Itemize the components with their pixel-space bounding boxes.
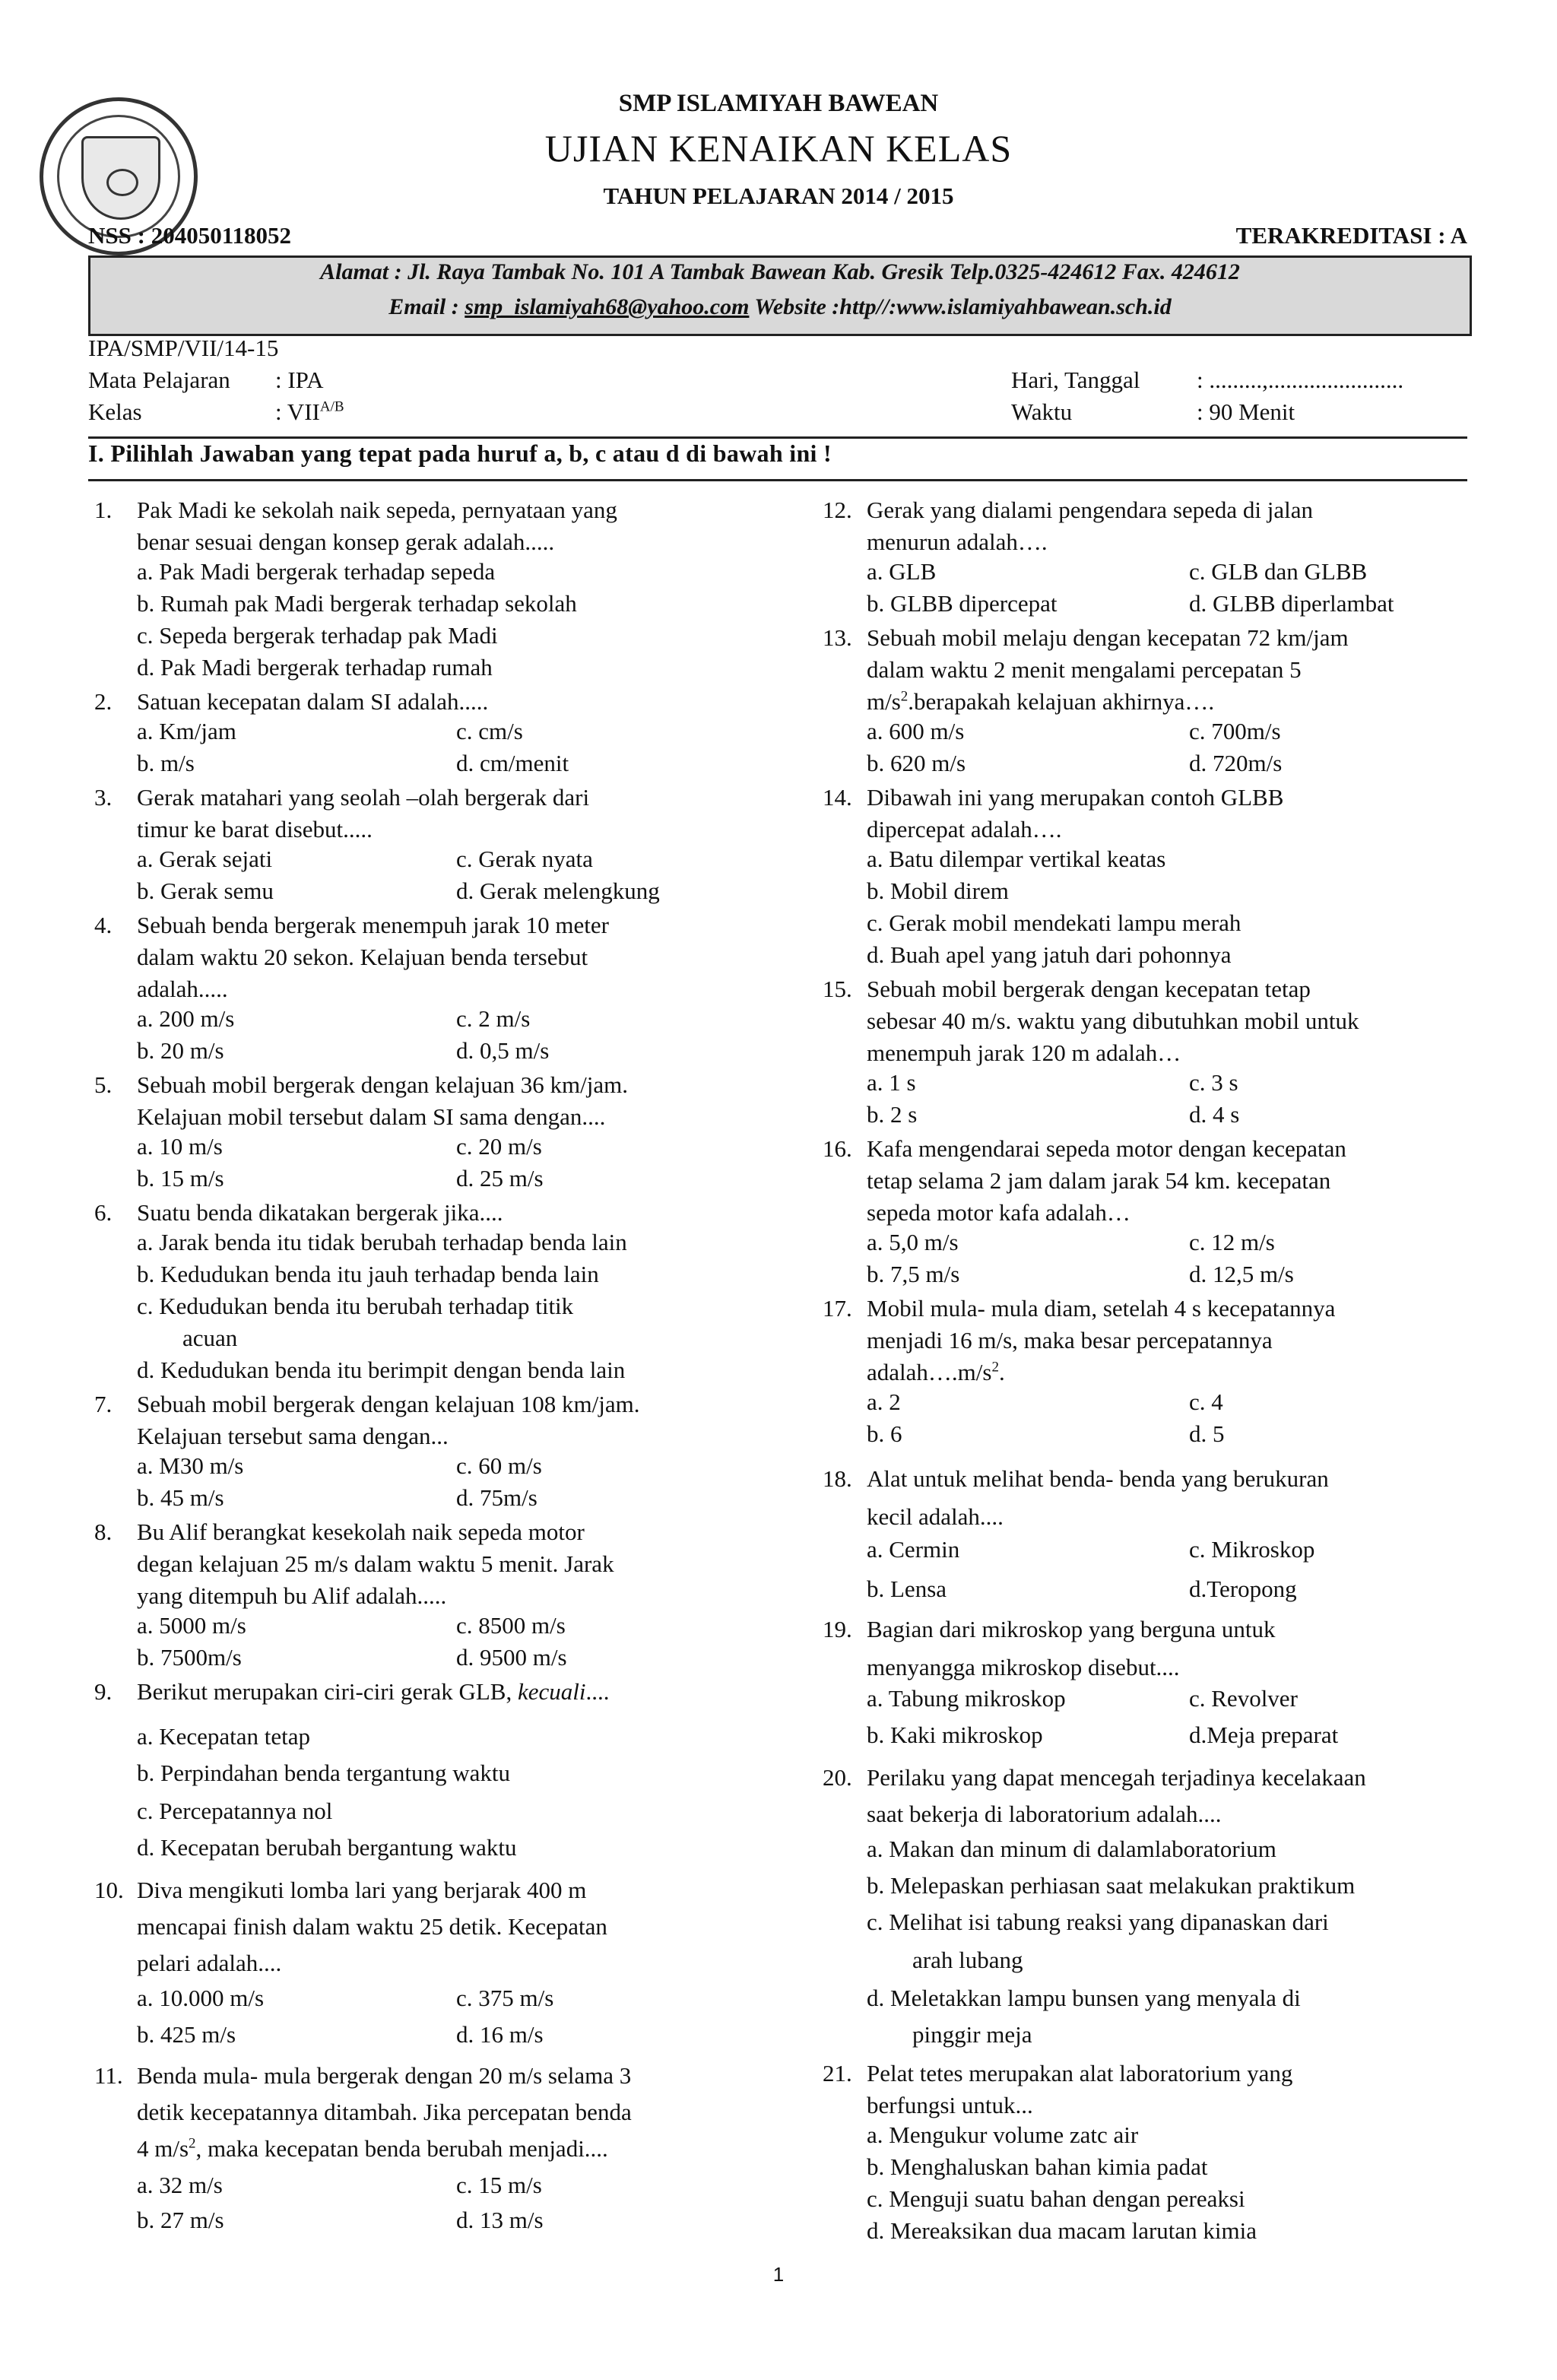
option-d[interactable]: d. 75m/s: [456, 1484, 537, 1511]
option-d[interactable]: d. Kecepatan berubah bergantung waktu: [137, 1834, 517, 1861]
option-b[interactable]: b. Perpindahan benda tergantung waktu: [137, 1760, 510, 1786]
option-a[interactable]: a. Cermin: [867, 1536, 960, 1563]
question-text: Bu Alif berangkat kesekolah naik sepeda motor: [137, 1518, 585, 1545]
option-d[interactable]: d. GLBB diperlambat: [1189, 590, 1394, 617]
option-c[interactable]: c. Melihat isi tabung reaksi yang dipanaskan dari: [867, 1909, 1329, 1935]
option-b[interactable]: b. 27 m/s: [137, 2207, 224, 2233]
question-text: menyangga mikroskop disebut....: [867, 1654, 1180, 1680]
question-number: 2.: [94, 688, 113, 715]
question-text: Sebuah mobil bergerak dengan kelajuan 36 km/jam.: [137, 1071, 628, 1098]
question-text: tetap selama 2 jam dalam jarak 54 km. kecepatan: [867, 1167, 1331, 1194]
question-text: sebesar 40 m/s. waktu yang dibutuhkan mobil untuk: [867, 1008, 1359, 1034]
option-c[interactable]: c. 700m/s: [1189, 718, 1281, 744]
question-text: pelari adalah....: [137, 1950, 282, 1976]
class-superscript: A/B: [319, 398, 344, 415]
email-link[interactable]: smp_islamiyah68@yahoo.com: [465, 294, 750, 319]
option-a[interactable]: a. Pak Madi bergerak terhadap sepeda: [137, 558, 496, 585]
question-number: 1.: [94, 497, 113, 523]
option-c[interactable]: c. Revolver: [1189, 1685, 1298, 1712]
option-a[interactable]: a. Tabung mikroskop: [867, 1685, 1066, 1712]
option-d[interactable]: d. Pak Madi bergerak terhadap rumah: [137, 654, 493, 681]
option-b[interactable]: b. Kedudukan benda itu jauh terhadap benda lain: [137, 1261, 599, 1287]
address-line: Alamat : Jl. Raya Tambak No. 101 A Tambak Bawean Kab. Gresik Telp.0325-424612 Fax. 424612: [320, 259, 1240, 284]
option-b[interactable]: b. 20 m/s: [137, 1037, 224, 1064]
website-text: Website :http//:www.islamiyahbawean.sch.id: [749, 294, 1172, 319]
option-c[interactable]: c. 12 m/s: [1189, 1229, 1275, 1255]
question-text: Kafa mengendarai sepeda motor dengan kecepatan: [867, 1135, 1346, 1162]
question-text-part: adalah….m/s: [867, 1359, 992, 1385]
question-text: Mobil mula- mula diam, setelah 4 s kecepatannya: [867, 1295, 1336, 1322]
question-text: sepeda motor kafa adalah…: [867, 1199, 1130, 1226]
question-text: benar sesuai dengan konsep gerak adalah.....: [137, 528, 555, 555]
question-text: [137, 2131, 608, 2167]
option-d[interactable]: d. Kedudukan benda itu berimpit dengan benda lain: [137, 1357, 626, 1383]
option-c[interactable]: c. 15 m/s: [456, 2172, 542, 2198]
superscript: 2: [900, 688, 909, 705]
question-text-part: , maka kecepatan benda berubah menjadi....: [195, 2135, 608, 2162]
question-text: Dibawah ini yang merupakan contoh GLBB: [867, 784, 1284, 811]
question-text: saat bekerja di laboratorium adalah....: [867, 1801, 1222, 1827]
question-text: Diva mengikuti lomba lari yang berjarak 400 m: [137, 1877, 587, 1903]
question-text: Bagian dari mikroskop yang berguna untuk: [867, 1616, 1276, 1642]
question-number: 18.: [823, 1465, 852, 1492]
nss-number: NSS : 204050118052: [88, 222, 291, 249]
day-label: Hari, Tanggal: [1011, 367, 1140, 393]
option-c[interactable]: c. Percepatannya nol: [137, 1798, 333, 1824]
option-b[interactable]: b. 15 m/s: [137, 1165, 224, 1192]
question-text: menjadi 16 m/s, maka besar percepatannya: [867, 1327, 1273, 1353]
question-number: 20.: [823, 1764, 852, 1791]
question-text: Sebuah mobil bergerak dengan kelajuan 108 km/jam.: [137, 1391, 640, 1417]
question-text: timur ke barat disebut.....: [137, 816, 373, 843]
question-text: Sebuah mobil melaju dengan kecepatan 72 km/jam: [867, 624, 1349, 651]
question-text: Kelajuan tersebut sama dengan...: [137, 1423, 449, 1449]
question-number: 15.: [823, 976, 852, 1002]
question-number: 12.: [823, 497, 852, 523]
question-text: Pelat tetes merupakan alat laboratorium yang: [867, 2060, 1293, 2086]
accreditation: TERAKREDITASI : A: [1235, 222, 1467, 249]
question-text: Sebuah benda bergerak menempuh jarak 10 meter: [137, 912, 609, 938]
question-number: 9.: [94, 1678, 113, 1705]
question-text: menempuh jarak 120 m adalah…: [867, 1039, 1181, 1066]
option-c-continued[interactable]: arah lubang: [912, 1947, 1023, 1973]
question-text-part: 4 m/s: [137, 2135, 189, 2162]
question-text: Gerak yang dialami pengendara sepeda di jalan: [867, 497, 1314, 523]
question-number: 16.: [823, 1135, 852, 1162]
question-text-part: m/s: [867, 688, 901, 715]
question-number: 21.: [823, 2060, 852, 2086]
option-d[interactable]: d. 720m/s: [1189, 750, 1283, 776]
question-text: Benda mula- mula bergerak dengan 20 m/s selama 3: [137, 2062, 632, 2089]
question-text-part: Berikut merupakan ciri-ciri gerak GLB,: [137, 1678, 518, 1705]
option-d[interactable]: d. Mereaksikan dua macam larutan kimia: [867, 2217, 1257, 2244]
option-d-continued[interactable]: pinggir meja: [912, 2021, 1032, 2048]
option-b[interactable]: b. 425 m/s: [137, 2021, 236, 2048]
exam-code: IPA/SMP/VII/14-15: [88, 335, 279, 361]
time-label: Waktu: [1011, 398, 1073, 425]
option-b[interactable]: b. 6: [867, 1420, 902, 1447]
question-number: 6.: [94, 1199, 113, 1226]
option-b[interactable]: b. 7500m/s: [137, 1644, 242, 1671]
question-text: detik kecepatannya ditambah. Jika percepatan benda: [137, 2099, 632, 2125]
option-d[interactable]: d.Teropong: [1189, 1576, 1297, 1602]
option-a[interactable]: a. 1 s: [867, 1069, 916, 1096]
academic-year: TAHUN PELAJARAN 2014 / 2015: [603, 182, 954, 209]
option-d[interactable]: d. Gerak melengkung: [456, 877, 660, 904]
option-b[interactable]: b. Mobil direm: [867, 877, 1009, 904]
question-text: Perilaku yang dapat mencegah terjadinya kecelakaan: [867, 1764, 1366, 1791]
option-c[interactable]: c. Sepeda bergerak terhadap pak Madi: [137, 622, 498, 649]
question-text: adalah.....: [137, 976, 228, 1002]
option-d[interactable]: d.Meja preparat: [1189, 1722, 1339, 1748]
option-d[interactable]: d. 12,5 m/s: [1189, 1261, 1294, 1287]
option-d[interactable]: d. 9500 m/s: [456, 1644, 567, 1671]
option-c-continued[interactable]: acuan: [182, 1325, 238, 1351]
option-a[interactable]: a. 600 m/s: [867, 718, 965, 744]
question-number: 14.: [823, 784, 852, 811]
question-number: 11.: [94, 2062, 123, 2089]
superscript: 2: [991, 1359, 999, 1376]
day-value: : .........,.......................: [1197, 367, 1404, 393]
question-text: Satuan kecepatan dalam SI adalah.....: [137, 688, 489, 715]
question-number: 3.: [94, 784, 113, 811]
option-b[interactable]: b. Melepaskan perhiasan saat melakukan praktikum: [867, 1872, 1356, 1899]
school-name: SMP ISLAMIYAH BAWEAN: [618, 90, 939, 117]
option-c[interactable]: c. GLB dan GLBB: [1189, 558, 1368, 585]
option-b[interactable]: b. 7,5 m/s: [867, 1261, 960, 1287]
option-c[interactable]: c. 20 m/s: [456, 1133, 542, 1160]
email-label: Email :: [388, 294, 465, 319]
question-number: 17.: [823, 1295, 852, 1322]
option-d[interactable]: d. Meletakkan lampu bunsen yang menyala di: [867, 1985, 1301, 2011]
option-b[interactable]: b. Gerak semu: [137, 877, 274, 904]
question-text-part: .berapakah kelajuan akhirnya….: [908, 688, 1215, 715]
option-a[interactable]: a. 5000 m/s: [137, 1612, 246, 1639]
option-b[interactable]: b. Kaki mikroskop: [867, 1722, 1043, 1748]
class-text: : VII: [275, 398, 320, 425]
address-box: [88, 255, 1472, 336]
option-c[interactable]: c. 60 m/s: [456, 1452, 542, 1479]
option-c[interactable]: c. Menguji suatu bahan dengan pereaksi: [867, 2185, 1245, 2212]
option-a[interactable]: a. 10.000 m/s: [137, 1985, 265, 2011]
question-text: Alat untuk melihat benda- benda yang berukuran: [867, 1465, 1329, 1492]
page-number: 1: [772, 2263, 785, 2286]
question-text: [867, 686, 1214, 718]
question-number: 5.: [94, 1071, 113, 1098]
option-d[interactable]: d. 13 m/s: [456, 2207, 544, 2233]
option-a[interactable]: a. 200 m/s: [137, 1005, 235, 1032]
option-a[interactable]: a. 5,0 m/s: [867, 1229, 959, 1255]
option-c[interactable]: c. Mikroskop: [1189, 1536, 1315, 1563]
option-b[interactable]: b. Rumah pak Madi bergerak terhadap sekolah: [137, 590, 577, 617]
option-a[interactable]: a. GLB: [867, 558, 937, 585]
option-a[interactable]: a. Km/jam: [137, 718, 236, 744]
time-value: : 90 Menit: [1197, 398, 1295, 425]
class-label: Kelas: [88, 398, 142, 425]
instruction-divider: [88, 479, 1467, 481]
question-text-italic: kecuali: [517, 1678, 586, 1705]
option-a[interactable]: a. Batu dilempar vertikal keatas: [867, 846, 1166, 872]
option-d[interactable]: d. 0,5 m/s: [456, 1037, 550, 1064]
exam-title: UJIAN KENAIKAN KELAS: [544, 127, 1013, 170]
option-c[interactable]: c. Gerak mobil mendekati lampu merah: [867, 909, 1241, 936]
option-d[interactable]: d. Buah apel yang jatuh dari pohonnya: [867, 941, 1232, 968]
option-a[interactable]: a. M30 m/s: [137, 1452, 244, 1479]
question-number: 8.: [94, 1518, 113, 1545]
question-text: yang ditempuh bu Alif adalah.....: [137, 1582, 447, 1609]
class-value: [275, 398, 344, 426]
question-text: Kelajuan mobil tersebut dalam SI sama dengan....: [137, 1103, 606, 1130]
question-text: Gerak matahari yang seolah –olah bergerak dari: [137, 784, 590, 811]
option-b[interactable]: b. m/s: [137, 750, 195, 776]
option-b[interactable]: b. 2 s: [867, 1101, 918, 1128]
question-number: 4.: [94, 912, 113, 938]
option-a[interactable]: a. Makan dan minum di dalamlaboratorium: [867, 1836, 1276, 1862]
option-d[interactable]: d. 4 s: [1189, 1101, 1240, 1128]
option-d[interactable]: d. 25 m/s: [456, 1165, 544, 1192]
question-text: mencapai finish dalam waktu 25 detik. Kecepatan: [137, 1913, 607, 1940]
option-b[interactable]: b. 45 m/s: [137, 1484, 224, 1511]
question-text: Pak Madi ke sekolah naik sepeda, pernyataan yang: [137, 497, 617, 523]
contact-line: [90, 294, 1470, 320]
header-divider: [88, 436, 1467, 439]
question-number: 7.: [94, 1391, 113, 1417]
subject-value: : IPA: [275, 367, 324, 393]
option-d[interactable]: d. cm/menit: [456, 750, 569, 776]
option-b[interactable]: b. Lensa: [867, 1576, 947, 1602]
option-d[interactable]: d. 5: [1189, 1420, 1225, 1447]
option-b[interactable]: b. Menghaluskan bahan kimia padat: [867, 2153, 1208, 2180]
option-d[interactable]: d. 16 m/s: [456, 2021, 544, 2048]
question-text: [137, 1676, 610, 1708]
option-c[interactable]: c. Gerak nyata: [456, 846, 593, 872]
option-a[interactable]: a. 32 m/s: [137, 2172, 223, 2198]
option-a[interactable]: a. Mengukur volume zatc air: [867, 2121, 1139, 2148]
subject-label: Mata Pelajaran: [88, 367, 230, 393]
question-text: dalam waktu 2 menit mengalami percepatan 5: [867, 656, 1302, 683]
question-text: kecil adalah....: [867, 1503, 1004, 1530]
question-text: menurun adalah….: [867, 528, 1048, 555]
option-c[interactable]: c. Kedudukan benda itu berubah terhadap titik: [137, 1293, 574, 1319]
option-b[interactable]: b. 620 m/s: [867, 750, 966, 776]
option-c[interactable]: c. cm/s: [456, 718, 523, 744]
question-number: 19.: [823, 1616, 852, 1642]
question-text: Suatu benda dikatakan bergerak jika....: [137, 1199, 503, 1226]
question-text: degan kelajuan 25 m/s dalam waktu 5 menit. Jarak: [137, 1550, 614, 1577]
question-number: 13.: [823, 624, 852, 651]
option-a[interactable]: a. Jarak benda itu tidak berubah terhadap benda lain: [137, 1229, 627, 1255]
question-text: berfungsi untuk...: [867, 2092, 1033, 2118]
question-text: [867, 1357, 1005, 1388]
option-a[interactable]: a. Gerak sejati: [137, 846, 273, 872]
option-c[interactable]: c. 2 m/s: [456, 1005, 531, 1032]
option-c[interactable]: c. 8500 m/s: [456, 1612, 566, 1639]
section-instruction: I. Pilihlah Jawaban yang tepat pada huruf a, b, c atau d di bawah ini !: [88, 440, 832, 467]
option-c[interactable]: c. 3 s: [1189, 1069, 1238, 1096]
question-text-part: .: [998, 1359, 1005, 1385]
question-text: dipercepat adalah….: [867, 816, 1062, 843]
question-text-part: ....: [585, 1678, 610, 1705]
question-text: dalam waktu 20 sekon. Kelajuan benda tersebut: [137, 944, 588, 970]
option-a[interactable]: a. 10 m/s: [137, 1133, 223, 1160]
option-a[interactable]: a. Kecepatan tetap: [137, 1723, 311, 1750]
question-number: 10.: [94, 1877, 124, 1903]
question-text: Sebuah mobil bergerak dengan kecepatan tetap: [867, 976, 1311, 1002]
option-c[interactable]: c. 375 m/s: [456, 1985, 554, 2011]
option-c[interactable]: c. 4: [1189, 1388, 1223, 1415]
superscript: 2: [189, 2135, 196, 2152]
option-b[interactable]: b. GLBB dipercepat: [867, 590, 1058, 617]
option-a[interactable]: a. 2: [867, 1388, 901, 1415]
